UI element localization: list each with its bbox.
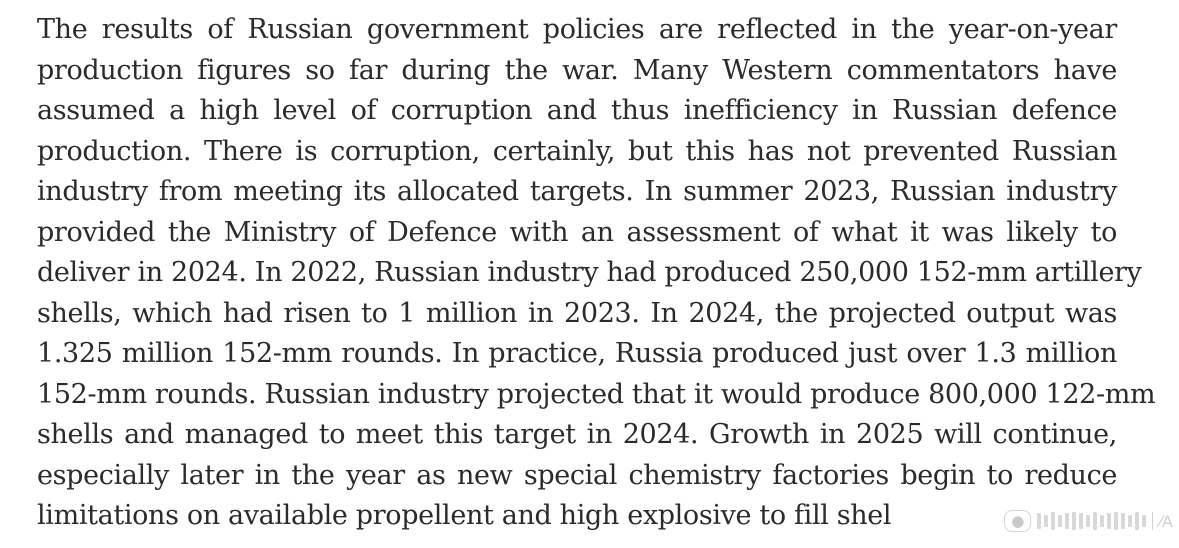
barcode-like-logo-icon [1037,512,1146,530]
text-line: deliver in 2024. In 2022, Russian industry had produced 250,000 152-mm artillery [37,257,1142,288]
tag-icon: ● [1004,510,1031,532]
body-paragraph [37,10,1156,537]
text-line: 152-mm rounds. Russian industry projected that it would produce 800,000 122-mm [37,378,1156,410]
text-line: 1.325 million 152-mm rounds. In practice, Russia produced just over 1.3 million [37,338,1117,369]
text-line: shells, which had risen to 1 million in 2023. In 2024, the projected output was [37,297,1117,329]
text-line: The results of Russian government policies are reflected in the year-on-year [37,14,1117,45]
text-line: provided the Ministry of Defence with an assessment of what it was likely to [37,216,1117,248]
watermark-overlay [944,506,1173,536]
text-line: production. There is corruption, certainly, but this has not prevented Russian [37,135,1117,167]
slash-a-icon: ⁄A [1159,511,1173,531]
text-line: production figures so far during the war. Many Western commentators have [37,54,1117,86]
text-line: shells and managed to meet this target in 2024. Growth in 2025 will continue, [37,419,1117,450]
text-line: assumed a high level of corruption and thus inefficiency in Russian defence [37,95,1117,126]
text-line: especially later in the year as new special chemistry factories begin to reduce [37,459,1117,491]
text-line: industry from meeting its allocated targets. In summer 2023, Russian industry [37,176,1117,207]
separator [1152,512,1153,530]
text-line-truncated: limitations on available propellent and high explosive to fill shel [37,500,892,531]
